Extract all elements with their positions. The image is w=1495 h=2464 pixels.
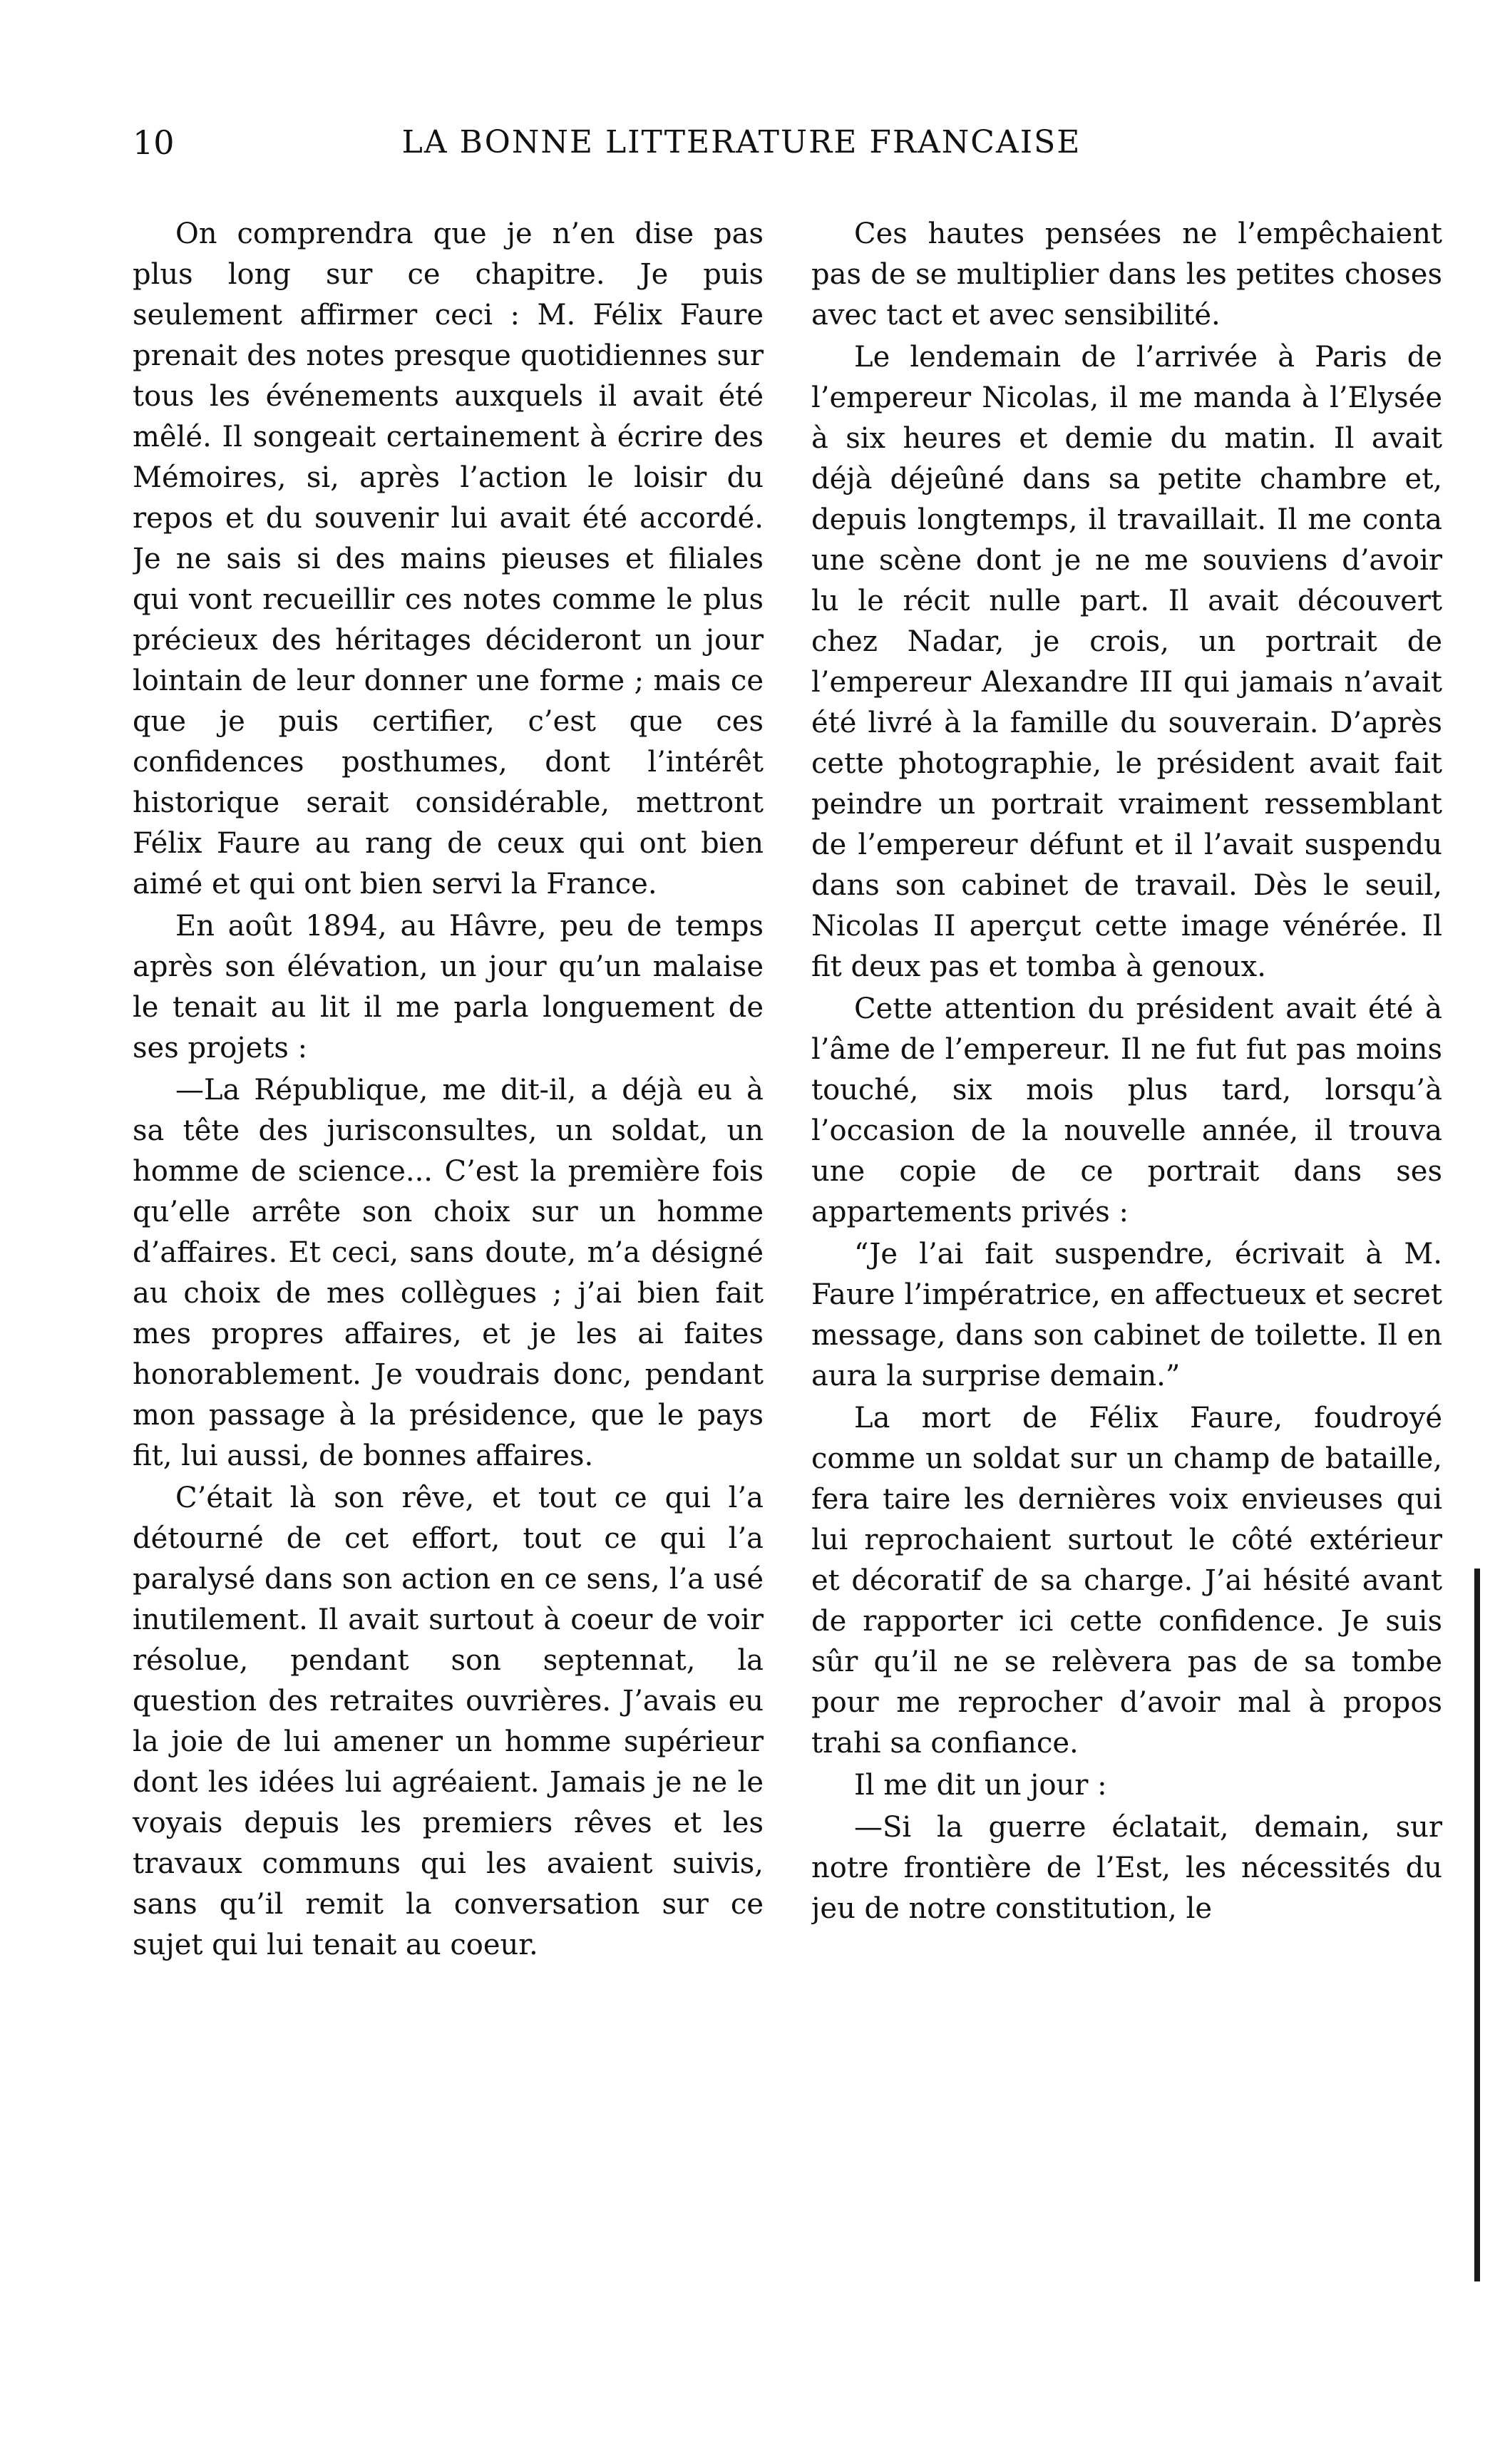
page-edge-shadow [1474,1569,1480,2281]
paragraph: Ces hautes pensées ne l’empêchaient pas de se multiplier dans les petites choses avec tact et avec sensibilité. [811,217,1442,332]
paragraph: Cette attention du président avait été à l’âme de l’empereur. Il ne fut fut pas moins touché, six mois plus tard, lorsqu’à l’occasion de la nouvelle année, il trouva une copie de ce portrait dans ses appartements privés : [811,992,1442,1228]
paragraph: Le lendemain de l’arrivée à Paris de l’empereur Nicolas, il me manda à l’Elysée à six heures et demie du matin. Il avait déjà déjeûné dans sa petite chambre et, depuis longtemps, il travaillait. Il me conta une scène dont je ne me souviens d’avoir lu le récit nulle part. Il avait découvert chez Nadar, je crois, un portrait de l’empereur Alexandre III qui jamais n’avait été livré à la famille du souverain. D’après cette photographie, le président avait fait peindre un portrait vraiment ressemblant de l’empereur défunt et il l’avait suspendu dans son cabinet de travail. Dès le seuil, Nicolas II aperçut cette image vénérée. Il fit deux pas et tomba à genoux. [811,341,1442,983]
right-text-column [811,214,1442,2374]
paragraph: —Si la guerre éclatait, demain, sur notre frontière de l’Est, les nécessités du jeu de notre constitution, le [811,1811,1442,1925]
paragraph: On comprendra que je n’en dise pas plus long sur ce chapitre. Je puis seulement affirmer ceci : M. Félix Faure prenait des notes presque quotidiennes sur tous les événements auxquels il avait été mêlé. Il songeait certainement à écrire des Mémoires, si, après l’action le loisir du repos et du souvenir lui avait été accordé. Je ne sais si des mains pieuses et filiales qui vont recueillir ces notes comme le plus précieux des héritages décideront un jour lointain de leur donner une forme ; mais ce que je puis certifier, c’est que ces confidences posthumes, dont l’intérêt historique serait considérable, mettront Félix Faure au rang de ceux qui ont bien aimé et qui ont bien servi la France. [133,217,764,900]
paragraph: En août 1894, au Hâvre, peu de temps après son élévation, un jour qu’un malaise le tenait au lit il me parla longuement de ses projets : [133,910,764,1064]
paragraph: Il me dit un jour : [854,1769,1107,1802]
page-number: 10 [133,123,175,162]
running-title: LA BONNE LITTERATURE FRANCAISE [401,124,1082,160]
paragraph: La mort de Félix Faure, foudroyé comme un soldat sur un champ de bataille, fera taire les dernières voix envieuses qui lui reprochaient surtout le côté extérieur et décoratif de sa charge. J’ai hésité avant de rapporter ici cette confidence. Je suis sûr qu’il ne se relèvera pas de sa tombe pour me reprocher d’avoir mal à propos trahi sa confiance. [811,1402,1442,1760]
paragraph: “Je l’ai fait suspendre, écrivait à M. Faure l’impératrice, en affectueux et secret message, dans son cabinet de toilette. Il en aura la surprise demain.” [811,1238,1442,1392]
paragraph: C’était là son rêve, et tout ce qui l’a détourné de cet effort, tout ce qui l’a paralysé dans son action en ce sens, l’a usé inutilement. Il avait surtout à coeur de voir résolue, pendant son septennat, la question des retraites ouvrières. J’avais eu la joie de lui amener un homme supérieur dont les idées lui agréaient. Jamais je ne le voyais depuis les premiers rêves et les travaux communs qui les avaient suivis, sans qu’il remit la conversation sur ce sujet qui lui tenait au coeur. [133,1482,764,1961]
paragraph: —La République, me dit-il, a déjà eu à sa tête des jurisconsultes, un soldat, un homme de science... C’est la première fois qu’elle arrête son choix sur un homme d’affaires. Et ceci, sans doute, m’a désigné au choix de mes collègues ; j’ai bien fait mes propres affaires, et je les ai faites honorablement. Je voudrais donc, pendant mon passage à la présidence, que le pays fit, lui aussi, de bonnes affaires. [133,1074,764,1472]
left-text-column [133,214,764,2374]
